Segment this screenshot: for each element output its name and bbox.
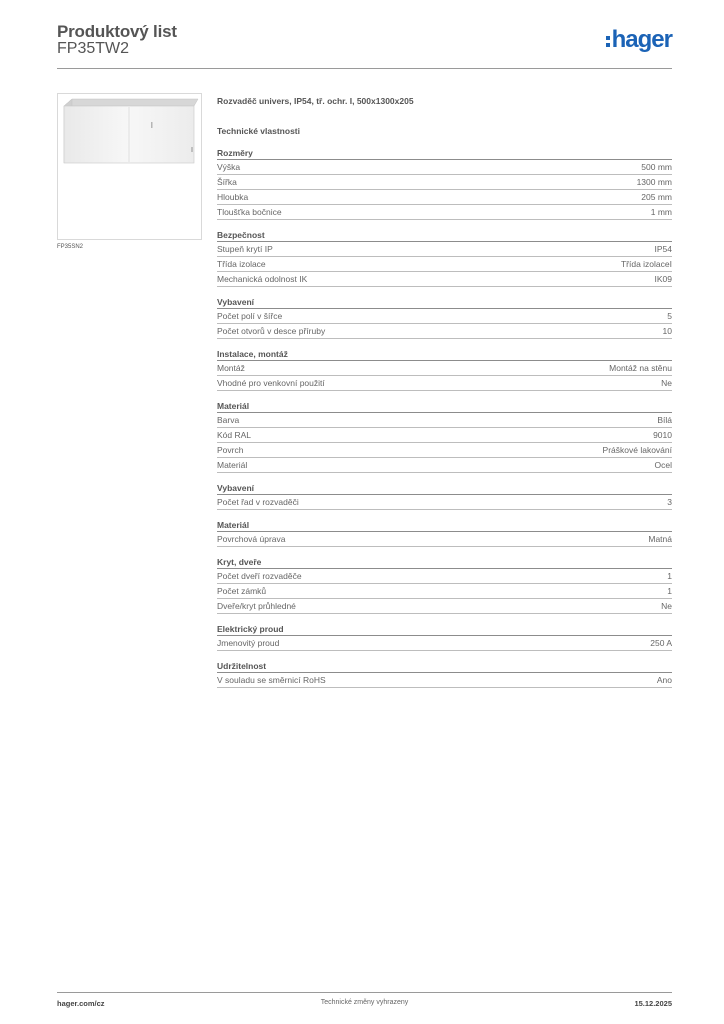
spec-row [217, 458, 672, 473]
spec-section [217, 148, 672, 220]
section-title: Materiál [217, 401, 672, 413]
spec-label: Počet dveří rozvaděče [217, 571, 302, 581]
section-title: Udržitelnost [217, 661, 672, 673]
section-title: Bezpečnost [217, 230, 672, 242]
spec-value: Ne [661, 378, 672, 388]
spec-row [217, 309, 672, 324]
page-footer [57, 992, 672, 1013]
spec-value: IK09 [654, 274, 672, 284]
spec-section [217, 230, 672, 287]
spec-value: Ne [661, 601, 672, 611]
spec-value: Ano [656, 675, 672, 685]
spec-row [217, 272, 672, 287]
spec-row [217, 443, 672, 458]
footer-date: 15.12.2025 [634, 999, 672, 1008]
footer-note: Technické změny vyhrazeny [320, 999, 409, 1006]
spec-value: 1 [667, 571, 672, 581]
spec-row [217, 495, 672, 510]
spec-label: Kód RAL [217, 430, 252, 440]
product-code: FP35TW2 [57, 40, 130, 57]
image-caption: FP35SN2 [57, 244, 84, 250]
spec-value: 9010 [653, 430, 672, 440]
spec-label: Barva [217, 415, 240, 425]
spec-row [217, 428, 672, 443]
spec-value: IP54 [654, 244, 672, 254]
spec-row [217, 673, 672, 688]
technical-heading: Technické vlastnosti [217, 126, 300, 136]
section-title: Elektrický proud [217, 624, 672, 636]
spec-row [217, 376, 672, 391]
spec-label: Stupeň krytí IP [217, 244, 273, 254]
section-title: Rozměry [217, 148, 672, 160]
footer-website[interactable]: hager.com/cz [57, 999, 105, 1008]
section-title: Vybavení [217, 483, 672, 495]
spec-sections [217, 148, 672, 688]
spec-row [217, 636, 672, 651]
spec-value: 1 mm [650, 207, 672, 217]
spec-value: 1 [667, 586, 672, 596]
document-title: Produktový list [57, 22, 177, 41]
spec-section [217, 401, 672, 473]
section-title: Vybavení [217, 297, 672, 309]
spec-label: Počet polí v šířce [217, 311, 283, 321]
spec-row [217, 205, 672, 220]
spec-section [217, 520, 672, 547]
spec-row [217, 361, 672, 376]
spec-row [217, 242, 672, 257]
spec-value: 500 mm [641, 162, 672, 172]
spec-value: 5 [667, 311, 672, 321]
spec-label: Počet otvorů v desce příruby [217, 326, 326, 336]
spec-row [217, 599, 672, 614]
spec-label: Hloubka [217, 192, 249, 202]
spec-label: Tloušťka bočnice [217, 207, 282, 217]
spec-label: Třída izolace [217, 259, 266, 269]
spec-label: Jmenovitý proud [217, 638, 280, 648]
spec-row [217, 175, 672, 190]
spec-section [217, 297, 672, 339]
logo-text: hager [611, 26, 672, 53]
product-image [57, 93, 202, 240]
hager-logo [606, 26, 672, 53]
spec-label: Dveře/kryt průhledné [217, 601, 296, 611]
spec-label: Mechanická odolnost IK [217, 274, 308, 284]
spec-value: 1300 mm [636, 177, 672, 187]
spec-value: Třída izolaceI [620, 259, 672, 269]
spec-section [217, 624, 672, 651]
spec-row [217, 324, 672, 339]
enclosure-illustration [58, 94, 201, 239]
spec-label: Materiál [217, 460, 248, 470]
spec-value: Ocel [654, 460, 672, 470]
spec-value: 10 [662, 326, 672, 336]
spec-section [217, 349, 672, 391]
spec-label: Povrchová úprava [217, 534, 286, 544]
spec-row [217, 257, 672, 272]
spec-row [217, 584, 672, 599]
section-title: Instalace, montáž [217, 349, 672, 361]
spec-label: Výška [217, 162, 241, 172]
spec-value: 205 mm [641, 192, 672, 202]
spec-value: Práškové lakování [602, 445, 672, 455]
spec-label: V souladu se směrnicí RoHS [217, 675, 326, 685]
spec-row [217, 569, 672, 584]
spec-row [217, 413, 672, 428]
spec-label: Počet řad v rozvaděči [217, 497, 299, 507]
spec-section [217, 483, 672, 510]
spec-row [217, 532, 672, 547]
spec-value: Matná [648, 534, 672, 544]
spec-label: Povrch [217, 445, 244, 455]
spec-row [217, 160, 672, 175]
spec-section [217, 661, 672, 688]
spec-row [217, 190, 672, 205]
spec-value: 250 A [650, 638, 672, 648]
spec-value: Bílá [657, 415, 672, 425]
spec-value: Montáž na stěnu [609, 363, 672, 373]
spec-value: 3 [667, 497, 672, 507]
spec-label: Vhodné pro venkovní použití [217, 378, 325, 388]
page-header [57, 20, 672, 69]
section-title: Materiál [217, 520, 672, 532]
product-name: Rozvaděč univers, IP54, tř. ochr. I, 500x1300x205 [217, 96, 414, 106]
spec-label: Počet zámků [217, 586, 267, 596]
spec-label: Šířka [217, 177, 237, 187]
spec-content [217, 96, 672, 698]
spec-section [217, 557, 672, 614]
logo-dots-icon [606, 36, 610, 47]
section-title: Kryt, dveře [217, 557, 672, 569]
spec-label: Montáž [217, 363, 245, 373]
